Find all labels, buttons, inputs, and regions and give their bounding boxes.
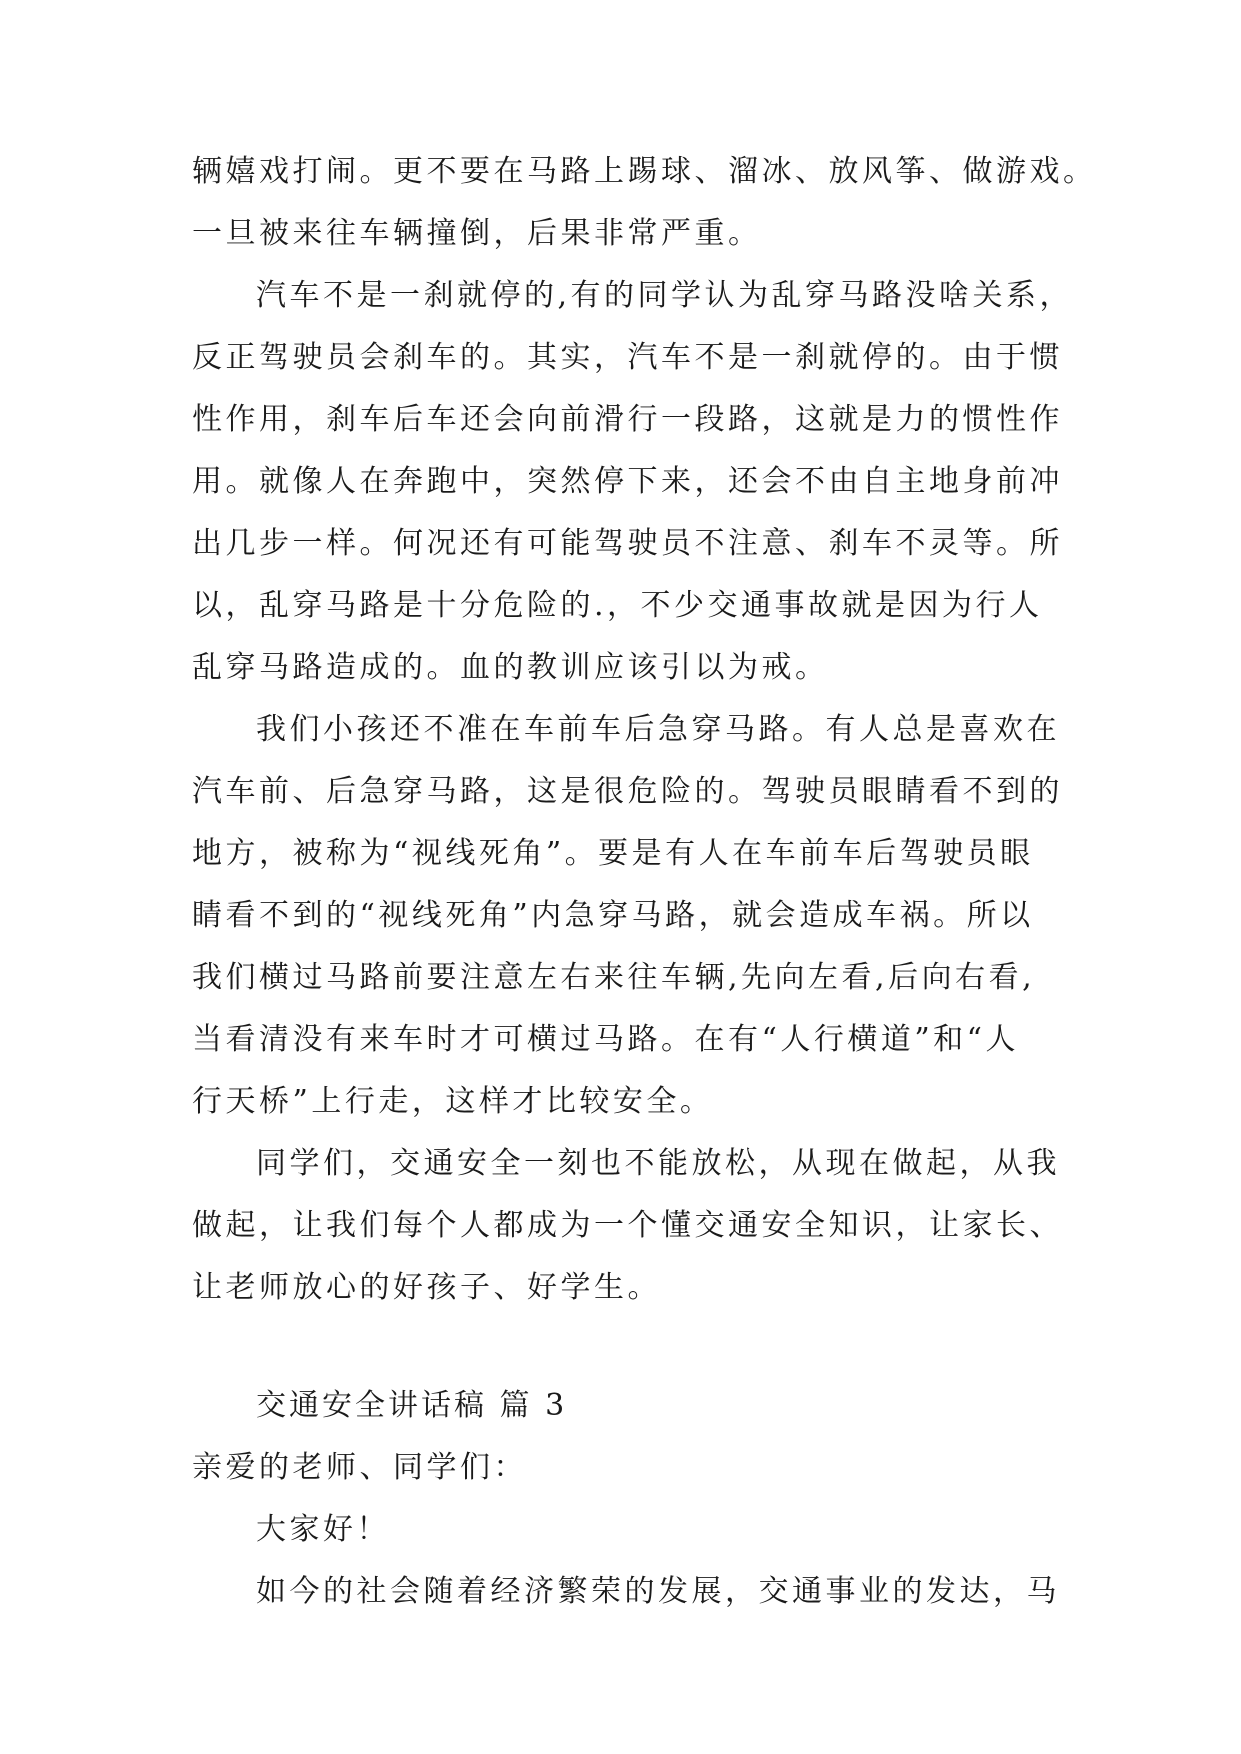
paragraph-line: 地方，被称为“视线死角”。要是有人在车前车后驾驶员眼 <box>192 836 1034 871</box>
paragraph-line: 反正驾驶员会刹车的。其实，汽车不是一刹就停的。由于惯 <box>192 340 1063 375</box>
paragraph-line: 汽车不是一刹就停的,有的同学认为乱穿马路没啥关系， <box>256 278 1074 313</box>
paragraph-line: 当看清没有来车时才可横过马路。在有“人行横道”和“人 <box>192 1022 1020 1057</box>
paragraph-line: 汽车前、后急穿马路，这是很危险的。驾驶员眼睛看不到的 <box>192 774 1063 809</box>
paragraph-line: 用。就像人在奔跑中，突然停下来，还会不由自主地身前冲 <box>192 464 1063 499</box>
paragraph-line: 行天桥”上行走，这样才比较安全。 <box>192 1084 714 1119</box>
paragraph-line: 我们横过马路前要注意左右来往车辆,先向左看,后向右看, <box>192 960 1036 995</box>
paragraph-line: 出几步一样。何况还有可能驾驶员不注意、刹车不灵等。所 <box>192 526 1063 561</box>
paragraph-line: 性作用，刹车后车还会向前滑行一段路，这就是力的惯性作 <box>192 402 1063 437</box>
paragraph-line: 做起，让我们每个人都成为一个懂交通安全知识，让家长、 <box>192 1208 1063 1243</box>
paragraph-line: 一旦被来往车辆撞倒，后果非常严重。 <box>192 216 762 251</box>
greeting: 大家好！ <box>256 1512 390 1547</box>
paragraph-line: 辆嬉戏打闹。更不要在马路上踢球、溜冰、放风筝、做游戏。 <box>192 154 1097 189</box>
paragraph-line: 我们小孩还不准在车前车后急穿马路。有人总是喜欢在 <box>256 712 1060 747</box>
paragraph-line: 如今的社会随着经济繁荣的发展，交通事业的发达，马 <box>256 1574 1060 1609</box>
salutation: 亲爱的老师、同学们： <box>192 1450 527 1485</box>
paragraph-line: 睛看不到的“视线死角”内急穿马路，就会造成车祸。所以 <box>192 898 1034 933</box>
paragraph-line: 让老师放心的好孩子、好学生。 <box>192 1270 661 1305</box>
section-heading: 交通安全讲话稿 篇 3 <box>256 1388 568 1423</box>
paragraph-line: 同学们，交通安全一刻也不能放松，从现在做起，从我 <box>256 1146 1060 1181</box>
paragraph-line: 以，乱穿马路是十分危险的.，不少交通事故就是因为行人 <box>192 588 1043 623</box>
paragraph-line: 乱穿马路造成的。血的教训应该引以为戒。 <box>192 650 829 685</box>
